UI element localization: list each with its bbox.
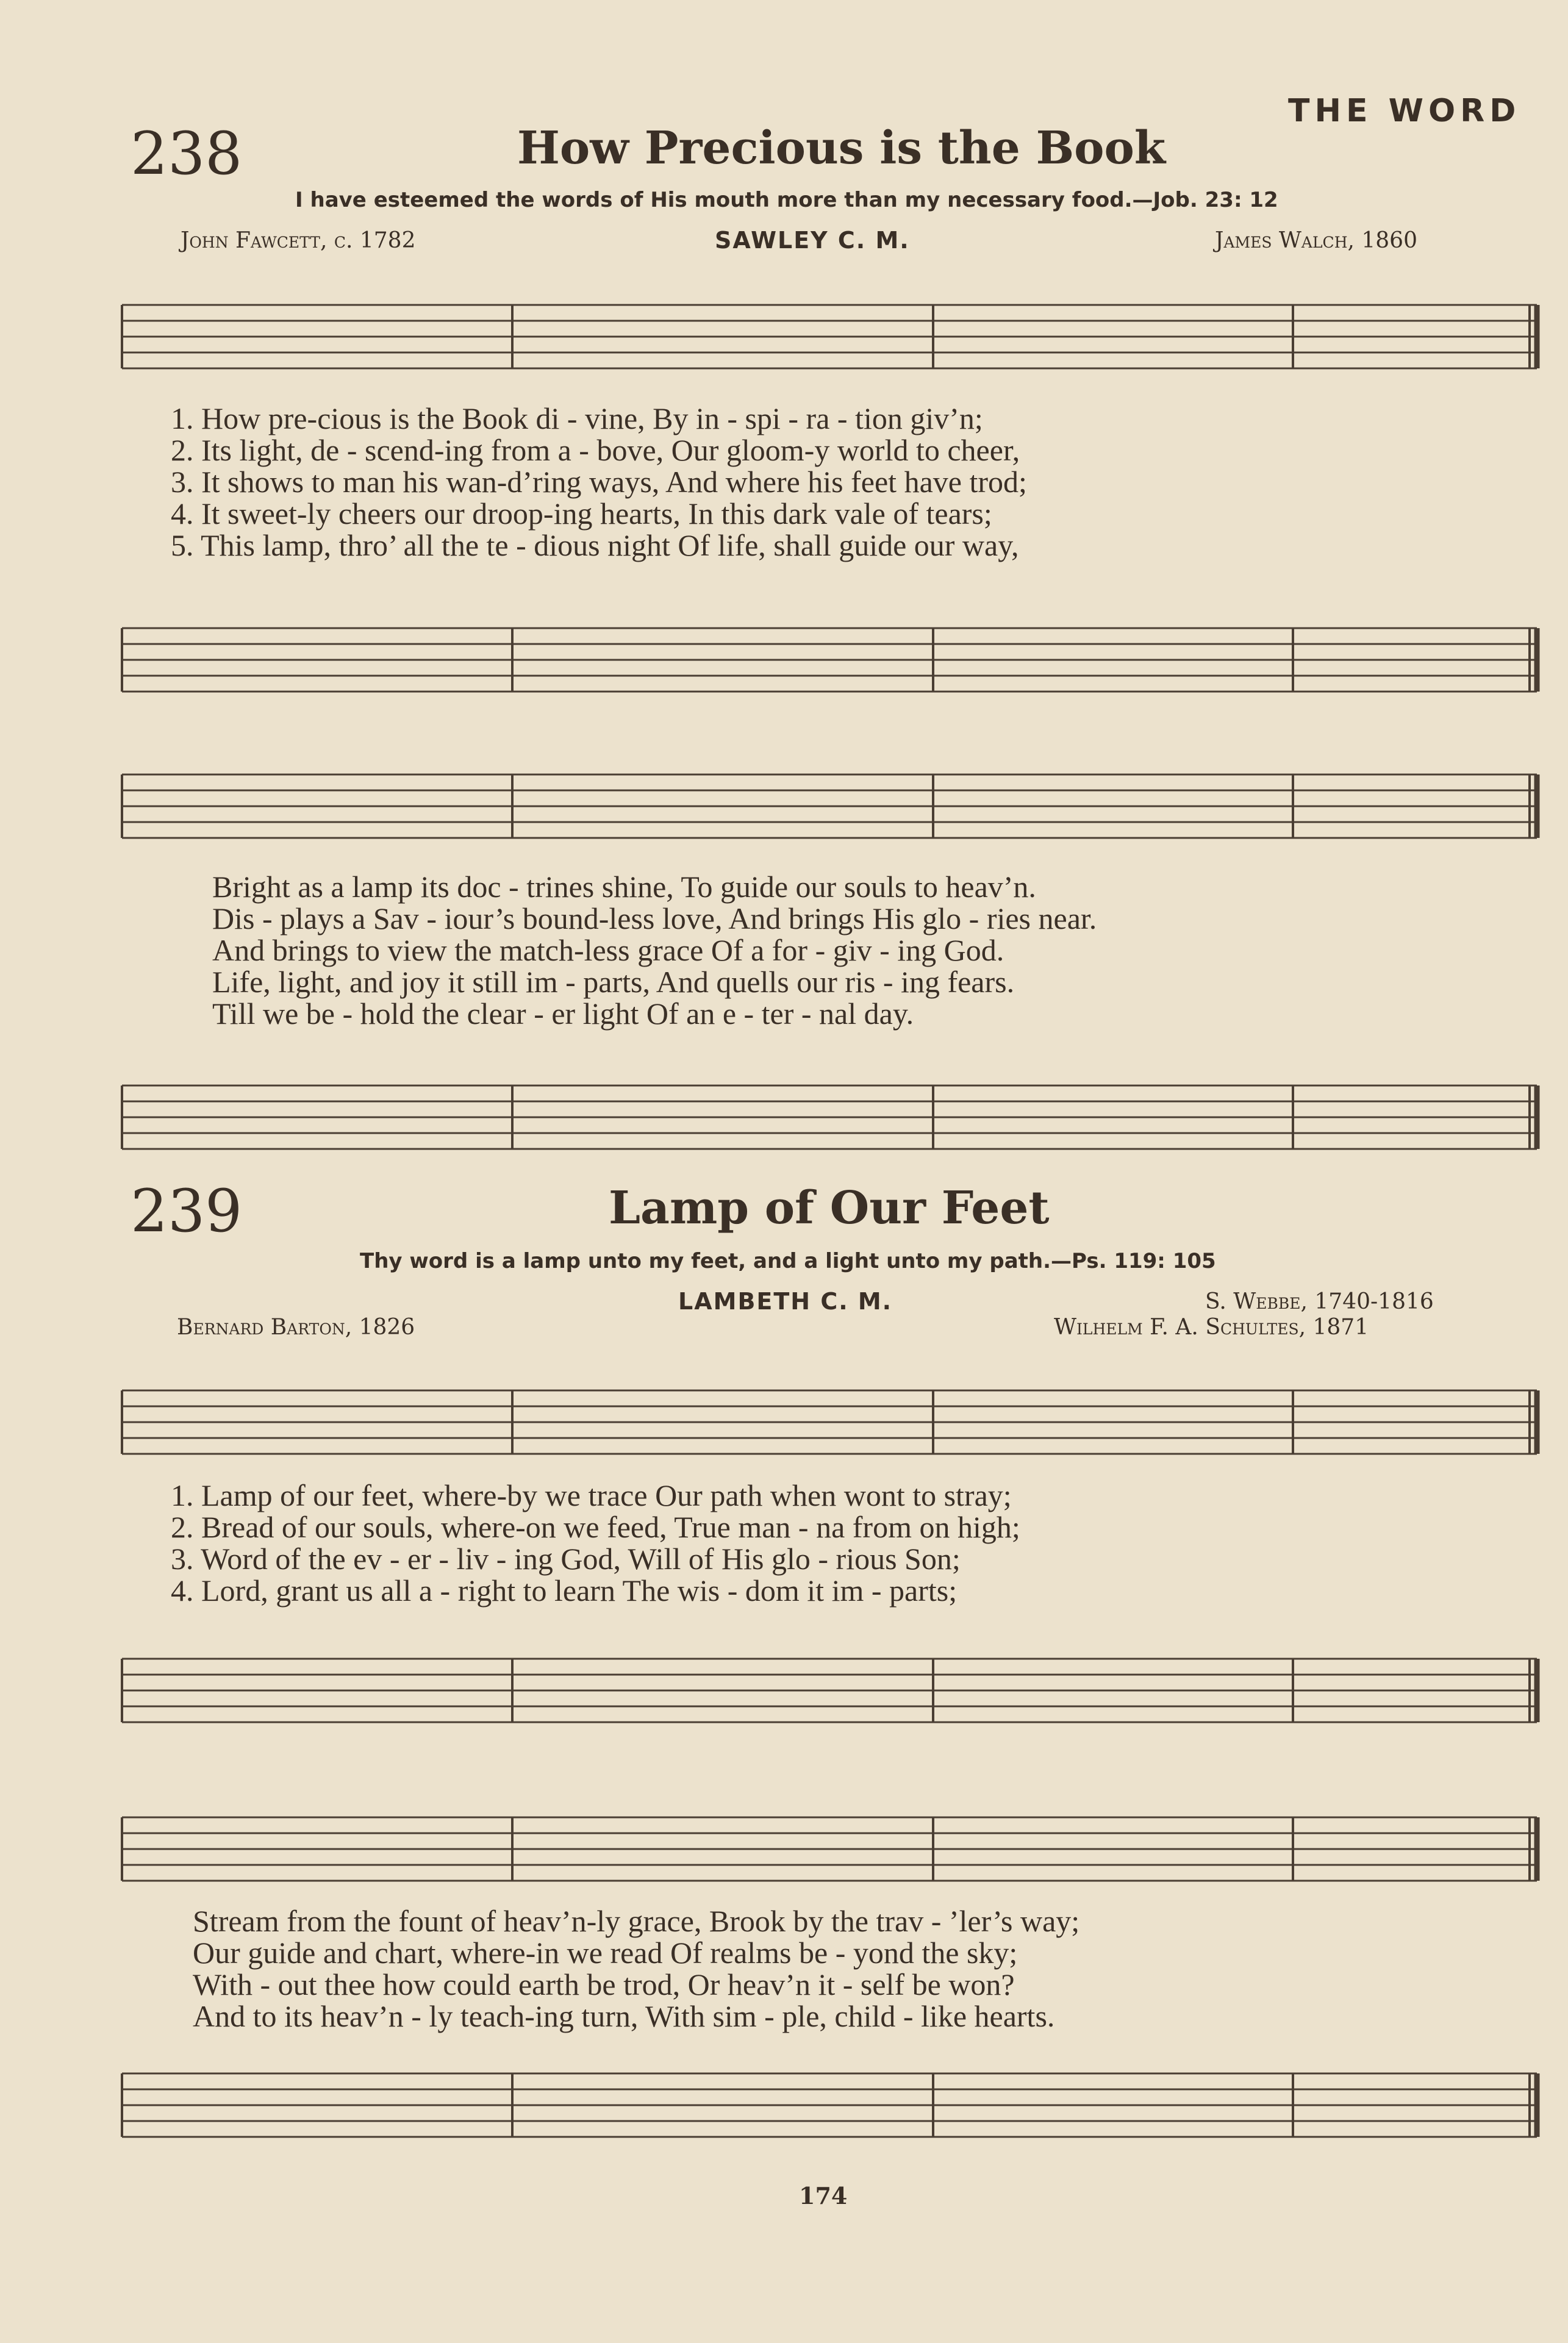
lyric-line: 2. Its light, de - scend-ing from a - bove, Our gloom-y world to cheer,	[171, 433, 1020, 467]
section-label: THE WORD	[1288, 93, 1521, 129]
lyric-line: Dis - plays a Sav - iour’s bound-less love, And brings His glo - ries near.	[212, 901, 1097, 935]
bass-staff	[122, 616, 1537, 701]
treble-staff	[122, 762, 1537, 848]
treble-staff	[122, 1378, 1537, 1464]
lyrics-block	[171, 1479, 1020, 1606]
lyric-line: Bright as a lamp its doc - trines shine, To guide our souls to heav’n.	[212, 870, 1036, 904]
lyric-line: 1. How pre-cious is the Book di - vine, By in - spi - ra - tion giv’n;	[171, 401, 983, 435]
lyric-line: 5. This lamp, thro’ all the te - dious night Of life, shall guide our way,	[171, 528, 1019, 562]
bass-staff	[122, 1073, 1537, 1159]
hymn-title: How Precious is the Book	[517, 122, 1166, 174]
lyric-line: With - out thee how could earth be trod, Or heav’n it - self be won?	[193, 1967, 1015, 2001]
lyric-line: 3. It shows to man his wan-d’ring ways, And where his feet have trod;	[171, 465, 1027, 499]
author-credit: John Fawcett, c. 1782	[181, 228, 416, 253]
lyrics-block	[171, 402, 1027, 561]
hymn-number: 238	[131, 120, 243, 188]
hymn-title: Lamp of Our Feet	[609, 1182, 1050, 1234]
tune-name: SAWLEY C. M.	[715, 227, 910, 254]
treble-staff	[122, 1805, 1537, 1890]
bass-staff	[122, 2061, 1537, 2147]
lyric-line: Our guide and chart, where-in we read Of realms be - yond the sky;	[193, 1936, 1018, 1970]
bass-staff	[122, 1647, 1537, 1732]
lyric-line: Stream from the fount of heav’n-ly grace, Brook by the trav - ’ler’s way;	[193, 1904, 1080, 1938]
composer-credit: James Walch, 1860	[1215, 228, 1417, 253]
scripture-reference: Thy word is a lamp unto my feet, and a light unto my path.—Ps. 119: 105	[360, 1249, 1216, 1273]
hymn-number: 239	[131, 1177, 243, 1245]
tune-name: LAMBETH C. M.	[678, 1288, 893, 1315]
lyric-line: 3. Word of the ev - er - liv - ing God, Will of His glo - rious Son;	[171, 1542, 961, 1576]
treble-staff	[122, 293, 1537, 378]
lyrics-block	[212, 871, 1097, 1029]
composer-credit: S. Webbe, 1740-1816	[1205, 1289, 1434, 1314]
lyric-line: And to its heav’n - ly teach-ing turn, With sim - ple, child - like hearts.	[193, 1999, 1055, 2033]
lyric-line: 1. Lamp of our feet, where-by we trace Our path when wont to stray;	[171, 1478, 1012, 1512]
arranger-credit: Wilhelm F. A. Schultes, 1871	[1054, 1315, 1369, 1340]
lyric-line: 4. It sweet-ly cheers our droop-ing hearts, In this dark vale of tears;	[171, 496, 992, 531]
lyrics-block	[193, 1905, 1079, 2032]
author-credit: Bernard Barton, 1826	[177, 1315, 415, 1340]
scripture-reference: I have esteemed the words of His mouth more than my necessary food.—Job. 23: 12	[295, 188, 1278, 212]
lyric-line: 2. Bread of our souls, where-on we feed, True man - na from on high;	[171, 1510, 1020, 1544]
page-number: 174	[799, 2182, 848, 2209]
lyric-line: 4. Lord, grant us all a - right to learn The wis - dom it im - parts;	[171, 1573, 958, 1608]
lyric-line: Till we be - hold the clear - er light Of an e - ter - nal day.	[212, 996, 914, 1031]
lyric-line: Life, light, and joy it still im - parts, And quells our ris - ing fears.	[212, 965, 1015, 999]
lyric-line: And brings to view the match-less grace Of a for - giv - ing God.	[212, 933, 1004, 967]
